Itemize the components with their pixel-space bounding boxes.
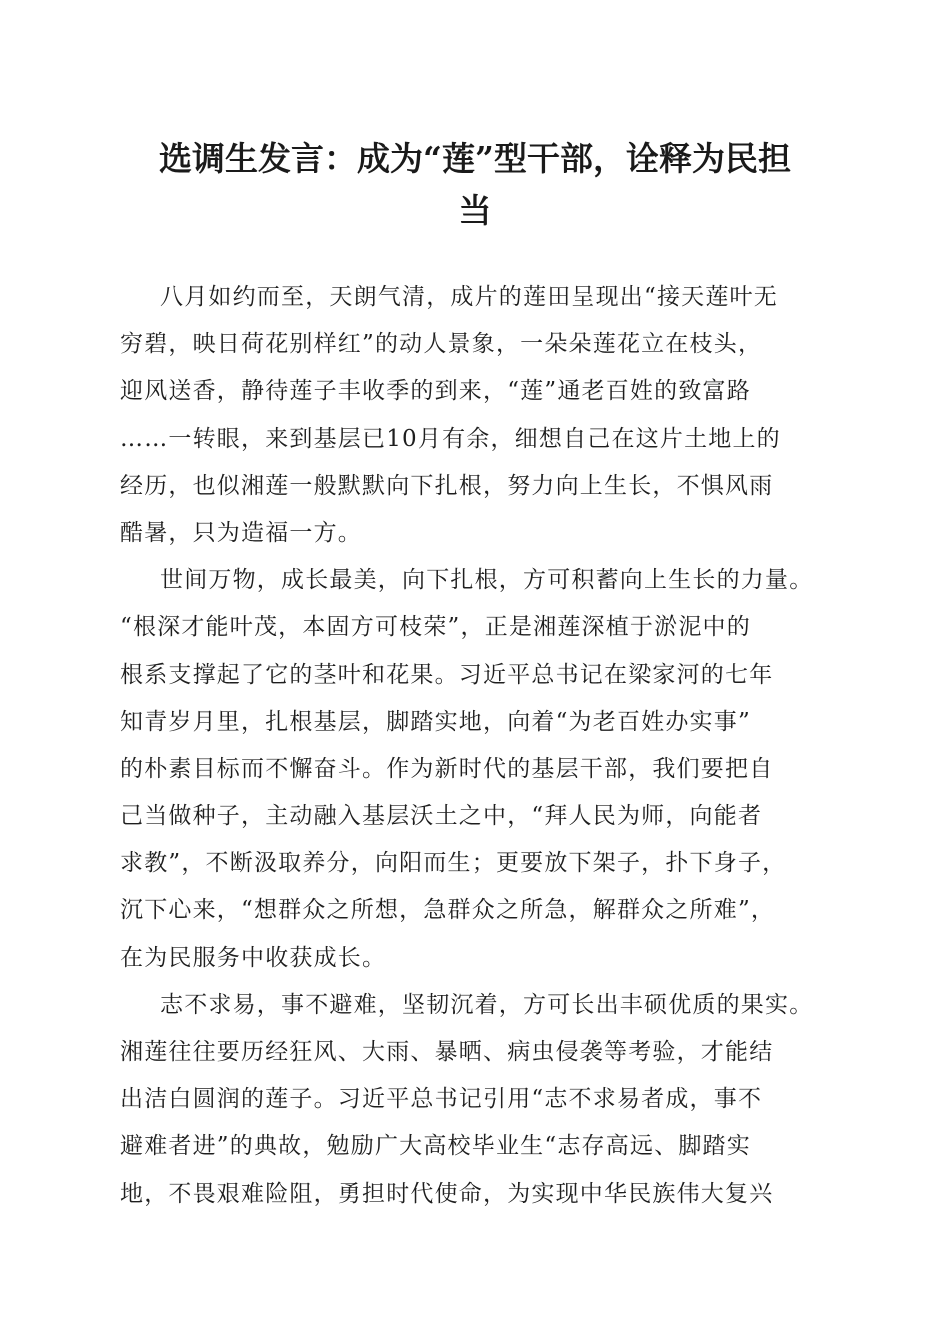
body-text-line: 沉下心来，“想群众之所想，急群众之所急，解群众之所难”， (120, 897, 776, 924)
body-text-line: “根深才能叶茂，本固方可枝荣”，正是湘莲深植于淤泥中的 (120, 614, 751, 641)
body-text-line: 酷暑，只为造福一方。 (120, 519, 362, 546)
body-text-line: 经历，也似湘莲一般默默向下扎根，努力向上生长，不惧风雨 (120, 472, 774, 499)
body-text-line: 根系支撑起了它的茎叶和花果。习近平总书记在梁家河的七年 (120, 661, 774, 688)
body-text-line: ……一转眼，来到基层已10月有余，细想自己在这片土地上的 (120, 425, 781, 452)
title-line-2: 当 (458, 191, 492, 230)
body-text-line: 志不求易，事不避难，坚韧沉着，方可长出丰硕优质的果实。 (160, 991, 814, 1018)
body-text-line: 穷碧，映日荷花别样红”的动人景象，一朵朵莲花立在枝头， (120, 331, 763, 358)
body-text-line: 出洁白圆润的莲子。习近平总书记引用“志不求易者成，事不 (120, 1086, 763, 1113)
body-text-line: 迎风送香，静待莲子丰收季的到来，“莲”通老百姓的致富路 (120, 378, 751, 405)
body-text-line: 在为民服务中收获成长。 (120, 944, 387, 971)
body-text-line: 的朴素目标而不懈奋斗。作为新时代的基层干部，我们要把自 (120, 755, 774, 782)
body-text-line: 避难者进”的典故，勉励广大高校毕业生“志存高远、脚踏实 (120, 1133, 751, 1160)
body-text-line: 己当做种子，主动融入基层沃土之中，“拜人民为师，向能者 (120, 803, 763, 830)
body-text-line: 湘莲往往要历经狂风、大雨、暴晒、病虫侵袭等考验，才能结 (120, 1039, 774, 1065)
body-text-line: 知青岁月里，扎根基层，脚踏实地，向着“为老百姓办实事” (120, 708, 751, 735)
body-text-line: 世间万物，成长最美，向下扎根，方可积蓄向上生长的力量。 (160, 567, 814, 594)
title-line-1: 选调生发言：成为“莲”型干部，诠释为民担 (159, 139, 791, 178)
document-body (120, 274, 838, 1218)
body-text-line: 八月如约而至，天朗气清，成片的莲田呈现出“接天莲叶无 (160, 284, 778, 310)
document-title (110, 133, 840, 237)
body-text-line: 地，不畏艰难险阻，勇担时代使命，为实现中华民族伟大复兴 (120, 1180, 774, 1207)
body-text-line: 求教”，不断汲取养分，向阳而生；更要放下架子，扑下身子， (120, 850, 787, 877)
